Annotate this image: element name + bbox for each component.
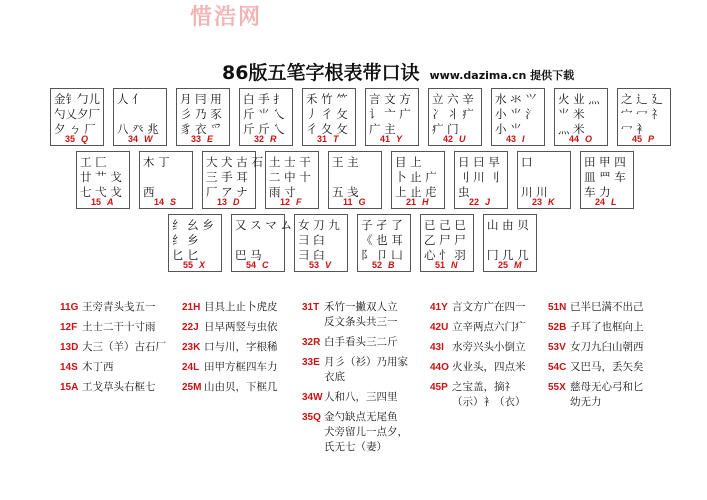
mnemonic-column-2 [182, 300, 298, 455]
key-roots: 目 上 卜 止 广 上 止 虍 [395, 155, 437, 199]
key-n[interactable] [420, 214, 474, 272]
mnemonic-column-3 [302, 300, 426, 455]
mnemonic-code: 45P [430, 382, 448, 393]
key-code-label [595, 197, 617, 207]
key-letter: R [270, 134, 277, 144]
key-code: 15 [91, 197, 102, 207]
key-letter: K [548, 197, 555, 207]
key-code-label [280, 197, 302, 207]
mnemonic-item [302, 335, 426, 350]
mnemonic-code: 51N [548, 302, 567, 313]
mnemonic-code: 34W [302, 392, 323, 403]
key-y[interactable] [365, 88, 419, 146]
mnemonic-code: 15A [60, 382, 79, 393]
key-a[interactable] [76, 151, 130, 209]
mnemonic-column-5 [548, 300, 666, 455]
mnemonic-text: 金勺缺点无尾鱼 犬旁留儿一点夕， 氏无七（妻） [324, 411, 408, 453]
key-code: 44 [569, 134, 580, 144]
mnemonic-text: 王旁青头戋五一 [82, 301, 156, 313]
mnemonic-code: 12F [60, 322, 78, 333]
key-letter: J [485, 197, 491, 207]
mnemonic-item [430, 300, 544, 315]
key-code: 43 [506, 134, 517, 144]
key-code: 35 [65, 134, 76, 144]
mnemonic-table [60, 300, 670, 455]
key-letter: V [325, 260, 332, 270]
key-code-label [406, 197, 429, 207]
key-code: 51 [435, 260, 446, 270]
key-code-label [254, 134, 277, 144]
key-code-label [569, 134, 592, 144]
mnemonic-text: 又巴马，丢矢矣 [570, 361, 644, 373]
key-code: 31 [317, 134, 328, 144]
mnemonic-code: 24L [182, 362, 200, 373]
mnemonic-text: 日早两竖与虫依 [204, 321, 278, 333]
mnemonic-text: 已半巳满不出己 [570, 301, 644, 313]
key-roots: 木 丁 西 [143, 155, 170, 199]
key-code-label [506, 134, 525, 144]
key-code-label [498, 260, 522, 270]
key-code: 11 [343, 197, 353, 207]
mnemonic-text: 土士二干十寸雨 [82, 321, 156, 333]
key-code: 14 [154, 197, 165, 207]
mnemonic-column-1 [60, 300, 178, 455]
key-w[interactable] [113, 88, 167, 146]
key-code-label [343, 197, 366, 207]
key-letter: C [262, 260, 269, 270]
mnemonic-item [302, 410, 426, 455]
key-code: 24 [595, 197, 606, 207]
key-code-label [217, 197, 240, 207]
key-letter: X [199, 260, 206, 270]
mnemonic-item [430, 320, 544, 335]
key-roots: 纟 幺 乡 纟 乡 匕 匕 [172, 218, 214, 262]
key-roots: 之 辶 廴 宀 冖 礻 冖 衤 [621, 92, 663, 136]
mnemonic-text: 火业头，四点米 [452, 361, 526, 373]
key-d[interactable] [202, 151, 263, 209]
key-letter: U [459, 134, 466, 144]
key-letter: A [107, 197, 114, 207]
mnemonic-text: 水旁兴头小倒立 [452, 341, 526, 353]
mnemonic-text: 人和八，三四里 [324, 391, 398, 403]
mnemonic-item [548, 320, 666, 335]
key-roots: 日 曰 早 刂 川 刂 虫 [458, 155, 500, 199]
mnemonic-item [302, 300, 426, 330]
key-roots: 子 孑 了 《 也 耳 阝 卩 凵 [361, 218, 403, 262]
mnemonic-item [548, 360, 666, 375]
mnemonic-text: 田甲方框四车力 [204, 361, 278, 373]
mnemonic-item [430, 340, 544, 355]
key-roots: 禾 竹 ⺮ 丿 彳 攵 彳 夂 攵 [306, 92, 348, 136]
key-x[interactable] [168, 214, 222, 272]
key-roots: 又 ス マ ム 巴 马 [235, 218, 292, 262]
key-roots: 立 六 辛 冫 丬 疒 疒 门 [432, 92, 474, 136]
key-code-label [469, 197, 490, 207]
key-roots: 白 手 扌 斤 ⺌ 乀 斤 斤 乀 [243, 92, 285, 136]
watermark-logo: 惜浩网 [190, 5, 263, 30]
key-t[interactable] [302, 88, 356, 146]
mnemonic-text: 口与川，字根稀 [204, 341, 278, 353]
mnemonic-code: 31T [302, 302, 320, 313]
key-v[interactable] [294, 214, 348, 272]
mnemonic-item [60, 360, 178, 375]
key-roots: 水 氺 ⺍ 小 ⺌ 氵 小 ⺌ [495, 92, 537, 136]
mnemonic-text: 工戈草头右框七 [82, 381, 156, 393]
key-code: 34 [128, 134, 139, 144]
mnemonic-text: 女刀九臼山朝西 [570, 341, 644, 353]
key-code: 32 [254, 134, 265, 144]
key-roots: 金钅勹儿 勺乂夕厂 夕 ㄅ 厂 [54, 92, 100, 136]
key-letter: Y [396, 134, 403, 144]
key-roots: 工 匚 廿 艹 戈 七 弋 戈 [80, 155, 122, 199]
source-site: www.dazima.cn 提供下载 [429, 69, 575, 82]
key-roots: 王 主 五 戋 [332, 155, 359, 199]
key-letter: M [514, 260, 522, 270]
mnemonic-code: 13D [60, 342, 79, 353]
key-s[interactable] [139, 151, 193, 209]
key-code: 41 [380, 134, 391, 144]
key-roots: 月 冃 用 彡 乃 豕 豸 衣 爫 [180, 92, 222, 136]
mnemonic-item [60, 320, 178, 335]
key-code-label [372, 260, 395, 270]
key-code-label [632, 134, 654, 144]
key-letter: D [233, 197, 240, 207]
mnemonic-text: 慈母无心弓和匕 幼无力 [570, 381, 644, 408]
key-letter: F [296, 197, 302, 207]
key-g[interactable] [328, 151, 382, 209]
key-e[interactable] [176, 88, 230, 146]
keyboard-row-middle [76, 151, 643, 209]
key-letter: I [522, 134, 525, 144]
key-o[interactable] [554, 88, 608, 146]
keyboard-row-top [50, 88, 680, 146]
mnemonic-text: 立辛两点六门疒 [452, 321, 526, 333]
mnemonic-item [548, 340, 666, 355]
mnemonic-item [302, 355, 426, 385]
key-h[interactable] [391, 151, 445, 209]
mnemonic-code: 32R [302, 337, 321, 348]
mnemonic-code: 33E [302, 357, 320, 368]
mnemonic-text: 言文方广在四一 [452, 301, 526, 313]
key-letter: T [333, 134, 339, 144]
key-k[interactable] [517, 151, 571, 209]
mnemonic-code: 25M [182, 382, 202, 393]
key-code: 22 [469, 197, 480, 207]
key-code: 42 [443, 134, 454, 144]
key-i[interactable] [491, 88, 545, 146]
key-letter: O [585, 134, 593, 144]
key-code-label [380, 134, 402, 144]
mnemonic-code: 14S [60, 362, 78, 373]
mnemonic-code: 22J [182, 322, 199, 333]
key-letter: H [422, 197, 429, 207]
key-code: 33 [191, 134, 202, 144]
mnemonic-text: 禾竹一撇双人立 反文条头共三一 [324, 301, 398, 328]
mnemonic-code: 55X [548, 382, 566, 393]
mnemonic-text: 木丁西 [82, 361, 114, 373]
mnemonic-text: 之宝盖，摘礻 （示）衤（衣） [452, 381, 526, 408]
key-roots: 人 亻 八 癶 兆 [117, 92, 159, 136]
key-code-label [91, 197, 114, 207]
key-roots: 女 刀 九 彐 臼 彐 臼 [298, 218, 340, 262]
mnemonic-text: 白手看头三二斤 [324, 336, 398, 348]
key-code: 55 [183, 260, 194, 270]
key-letter: Q [81, 134, 89, 144]
key-letter: B [388, 260, 395, 270]
key-roots: 田 甲 四 皿 罒 车 车 力 [584, 155, 626, 199]
key-roots: 口 川 川 [521, 155, 548, 199]
mnemonic-text: 月彡（衫）乃用家 衣底 [324, 356, 408, 383]
key-code-label [309, 260, 331, 270]
mnemonic-code: 35Q [302, 412, 321, 423]
key-code-label [128, 134, 153, 144]
key-code-label [246, 260, 269, 270]
mnemonic-code: 11G [60, 302, 79, 313]
mnemonic-text: 山由贝，下框几 [204, 381, 278, 393]
mnemonic-item [60, 300, 178, 315]
key-c[interactable] [231, 214, 292, 272]
key-code: 13 [217, 197, 228, 207]
mnemonic-code: 53V [548, 342, 566, 353]
mnemonic-column-4 [430, 300, 544, 455]
key-code-label [183, 260, 205, 270]
page-title: 86版五笔字根表带口诀 [222, 62, 420, 84]
mnemonic-item [430, 380, 544, 410]
key-roots: 山 由 贝 冂 几 几 [487, 218, 529, 262]
mnemonic-item [182, 360, 298, 375]
key-letter: L [611, 197, 617, 207]
key-code: 54 [246, 260, 257, 270]
key-code-label [154, 197, 176, 207]
key-code: 53 [309, 260, 320, 270]
key-code: 25 [498, 260, 509, 270]
key-code: 23 [532, 197, 543, 207]
key-f[interactable] [265, 151, 319, 209]
key-code-label [317, 134, 339, 144]
key-letter: N [451, 260, 458, 270]
key-code: 21 [406, 197, 417, 207]
keyboard-row-bottom [168, 214, 546, 272]
key-l[interactable] [580, 151, 634, 209]
mnemonic-text: 目具上止卜虎皮 [204, 301, 278, 313]
mnemonic-text: 子耳了也框向上 [570, 321, 644, 333]
key-code-label [435, 260, 458, 270]
key-roots: 已 己 巳 乙 尸 尸 心 忄 羽 [424, 218, 466, 262]
mnemonic-text: 大三（羊）古石厂 [82, 341, 166, 353]
key-letter: S [170, 197, 177, 207]
key-m[interactable] [483, 214, 537, 272]
key-code: 12 [280, 197, 291, 207]
key-roots: 言 文 方 讠 亠 广 广 主 [369, 92, 411, 136]
mnemonic-code: 41Y [430, 302, 448, 313]
key-letter: G [358, 197, 366, 207]
mnemonic-code: 52B [548, 322, 567, 333]
mnemonic-code: 44O [430, 362, 449, 373]
key-letter: P [648, 134, 655, 144]
key-roots: 土 士 干 二 中 十 雨 寸 [269, 155, 311, 199]
mnemonic-item [182, 300, 298, 315]
mnemonic-item [182, 380, 298, 395]
key-code-label [532, 197, 555, 207]
mnemonic-code: 43I [430, 342, 444, 353]
key-code-label [443, 134, 466, 144]
mnemonic-item [302, 390, 426, 405]
key-r[interactable] [239, 88, 293, 146]
key-b[interactable] [357, 214, 411, 272]
key-roots: 火 业 灬 ⺌ 米 灬 米 [558, 92, 600, 136]
mnemonic-item [60, 340, 178, 355]
mnemonic-code: 21H [182, 302, 201, 313]
key-code: 45 [632, 134, 643, 144]
mnemonic-item [182, 340, 298, 355]
key-code-label [65, 134, 88, 144]
key-p[interactable] [617, 88, 671, 146]
mnemonic-item [548, 380, 666, 410]
key-letter: E [207, 134, 214, 144]
mnemonic-code: 23K [182, 342, 201, 353]
key-roots: 大 犬 古 石 三 手 耳 厂 ア ナ [206, 155, 263, 199]
mnemonic-item [430, 360, 544, 375]
mnemonic-item [60, 380, 178, 395]
key-letter: W [144, 134, 153, 144]
key-code: 52 [372, 260, 383, 270]
mnemonic-code: 42U [430, 322, 449, 333]
key-code-label [191, 134, 213, 144]
mnemonic-item [182, 320, 298, 335]
key-j[interactable] [454, 151, 508, 209]
key-q[interactable] [50, 88, 104, 146]
header [222, 58, 574, 85]
mnemonic-item [548, 300, 666, 315]
key-u[interactable] [428, 88, 482, 146]
mnemonic-code: 54C [548, 362, 567, 373]
